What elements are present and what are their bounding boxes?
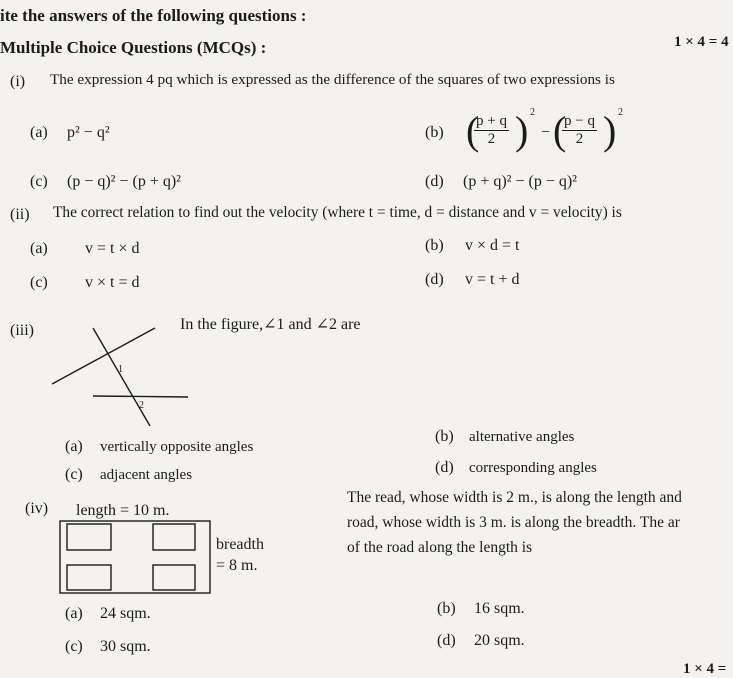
q2-c-label: (c) bbox=[30, 274, 48, 291]
lower-line bbox=[93, 396, 188, 397]
q1-b-fraction-2: $\frac{p - q}{2}$ bbox=[564, 113, 595, 147]
q3-b-text: alternative angles bbox=[469, 429, 575, 445]
q4-text-line-3: of the road along the length is bbox=[347, 539, 533, 556]
q4-breadth-value: = 8 m. bbox=[216, 557, 258, 574]
q2-d-text: v = t + d bbox=[465, 271, 520, 288]
q2-a-text: v = t × d bbox=[85, 240, 140, 257]
q1-d-text: (p + q)² − (p − q)² bbox=[463, 173, 577, 190]
q1-a-text: p² − q² bbox=[67, 124, 110, 141]
plot-top-left bbox=[67, 524, 111, 550]
q4-c-text: 30 sqm. bbox=[100, 638, 151, 655]
field-outline bbox=[60, 521, 210, 593]
q4-d-label: (d) bbox=[437, 632, 456, 649]
q4-d-text: 20 sqm. bbox=[474, 632, 525, 649]
q1-d-label: (d) bbox=[425, 173, 444, 190]
page-heading: ite the answers of the following questions : bbox=[0, 6, 307, 25]
q4-b-text: 16 sqm. bbox=[474, 600, 525, 617]
q4-a-label: (a) bbox=[65, 605, 83, 622]
q4-breadth-label: breadth bbox=[216, 536, 264, 553]
q2-b-label: (b) bbox=[425, 237, 444, 254]
plot-bottom-left bbox=[67, 565, 111, 590]
q2-text: The correct relation to find out the velocity (where t = time, d = distance and v = velocity) is bbox=[53, 204, 622, 221]
q1-text: The expression 4 pq which is expressed as the difference of the squares of two expressions is bbox=[50, 71, 615, 88]
angle-2-label: 2 bbox=[139, 400, 144, 411]
q3-a-label: (a) bbox=[65, 438, 83, 455]
transversal-line bbox=[93, 328, 150, 426]
section-marks: 1 × 4 = 4 bbox=[674, 34, 729, 50]
section-title: Multiple Choice Questions (MCQs) : bbox=[0, 38, 267, 57]
q1-c-label: (c) bbox=[30, 173, 48, 190]
q3-text: In the figure,∠1 and ∠2 are bbox=[180, 316, 361, 333]
q3-c-text: adjacent angles bbox=[100, 467, 193, 483]
q1-b-label: (b) bbox=[425, 124, 444, 141]
q1-c-text: (p − q)² − (p + q)² bbox=[67, 173, 181, 190]
q1-number: (i) bbox=[10, 73, 26, 90]
q3-number: (iii) bbox=[10, 322, 34, 339]
q2-a-label: (a) bbox=[30, 240, 48, 257]
q1-b-minus: − bbox=[541, 124, 551, 141]
q2-c-text: v × t = d bbox=[85, 274, 140, 291]
q1-b-fraction-1: $\frac{p + q}{2}$ bbox=[476, 113, 507, 147]
upper-line bbox=[52, 328, 155, 384]
q4-b-label: (b) bbox=[437, 600, 456, 617]
q2-b-text: v × d = t bbox=[465, 237, 520, 254]
q4-text-line-1: The read, whose width is 2 m., is along the length and bbox=[347, 489, 682, 506]
q4-text-line-2: road, whose width is 3 m. is along the breadth. The ar bbox=[347, 514, 680, 531]
q3-c-label: (c) bbox=[65, 466, 83, 483]
q2-number: (ii) bbox=[10, 206, 30, 223]
q3-d-label: (d) bbox=[435, 459, 454, 476]
footer-marks: 1 × 4 = bbox=[683, 661, 727, 677]
q4-number: (iv) bbox=[25, 500, 49, 517]
q4-a-text: 24 sqm. bbox=[100, 605, 151, 622]
angle-1-label: 1 bbox=[118, 364, 123, 375]
q4-length-label: length = 10 m. bbox=[76, 502, 170, 519]
q1-b-exponent-2: 2 bbox=[618, 107, 623, 118]
q2-d-label: (d) bbox=[425, 271, 444, 288]
q3-d-text: corresponding angles bbox=[469, 460, 597, 476]
q4-c-label: (c) bbox=[65, 638, 83, 655]
plot-bottom-right bbox=[153, 565, 195, 590]
q1-b-exponent-1: 2 bbox=[530, 107, 535, 118]
q3-b-label: (b) bbox=[435, 428, 454, 445]
q1-a-label: (a) bbox=[30, 124, 48, 141]
q3-a-text: vertically opposite angles bbox=[100, 439, 254, 455]
plot-top-right bbox=[153, 524, 195, 550]
